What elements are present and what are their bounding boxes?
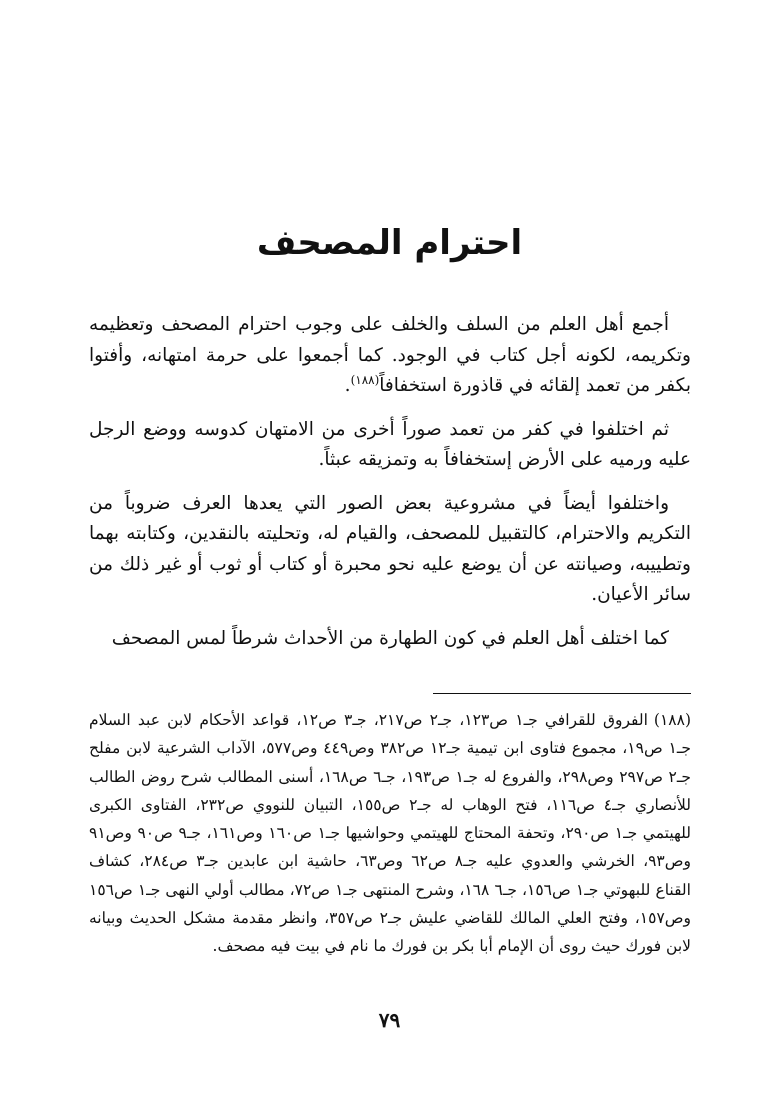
page-title: احترام المصحف [256,223,523,263]
paragraph-text: كما اختلف أهل العلم في كون الطهارة من الأحداث شرطاً لمس المصحف [111,627,669,649]
paragraph [89,489,691,611]
footnote [89,706,691,961]
paragraph-text: أجمع أهل العلم من السلف والخلف على وجوب احترام المصحف وتعظيمه وتكريمه، لكونه أجل كتاب في الوجود. كما أجمعوا على حرمة امتهانه، وأفتوا بكفر من تعمد إلقائه في قاذورة استخفافاً [89,314,691,396]
footnote-number: (١٨٨) [653,711,692,729]
paragraph [89,624,691,655]
paragraph [89,310,691,402]
footnote-separator [433,693,691,694]
footnote-text: الفروق للقرافي جـ١ ص١٢٣، جـ٢ ص٢١٧، جـ٣ ص١٢، قواعد الأحكام لابن عبد السلام جـ١ ص١٩، مجموع فتاوى ابن تيمية جـ١٢ ص٣٨٢ وص٤٤٩ وص٥٧٧، الآداب الشرعية لابن مفلح جـ٢ ص٢٩٧ وص٢٩٨، والفروع له جـ١ ص١٩٣، جـ٦ ص١٦٨، أسنى المطالب شرح روض الطالب للأنصاري جـ٤ ص١١٦، فتح الوهاب له جـ٢ ص١٥٥، التبيان للنووي ص٢٣٢، الفتاوى الكبرى للهيتمي جـ١ ص٢٩٠، وتحفة المحتاج للهيتمي وحواشيها جـ١ ص١٦٠ وص١٦١، جـ٩ ص٩٠ وص٩١ وص٩٣، الخرشي والعدوي عليه جـ٨ ص٦٢ وص٦٣، حاشية ابن عابدين جـ٣ ص٢٨٤، كشاف القناع للبهوتي جـ١ ص١٥٦، جـ٦ ١٦٨، وشرح المنتهى جـ١ ص٧٢، مطالب أولي النهى جـ١ ص١٥٦ وص١٥٧، وفتح العلي المالك للقاضي عليش جـ٢ ص٣٥٧، وانظر مقدمة مشكل الحديث وبيانه لابن فورك حيث روى أن الإمام أبا بكر بن فورك ما نام في بيت فيه مصحف. [89,711,692,956]
paragraph-text: واختلفوا أيضاً في مشروعية بعض الصور التي يعدها العرف ضروباً من التكريم والاحترام، كالتقبيل للمصحف، والقيام له، وتحليته بالنقدين، وكتابته بهما وتطييبه، وصيانته عن أن يوضع عليه نحو محبرة أو كتاب أو ثوب أو غير ذلك من سائر الأعيان. [89,492,691,605]
paragraph-text: ثم اختلفوا في كفر من تعمد صوراً أخرى من الامتهان كدوسه ووضع الرجل عليه ورميه على الأرض إستخفافاً به وتمزيقه عبثاً. [89,418,691,470]
paragraph-end-punctuation: . [344,375,351,396]
paragraph [89,415,691,476]
page-number: ٧٩ [378,1008,401,1032]
footnote-body [89,706,691,961]
main-text [89,310,691,654]
footnote-reference[interactable]: (١٨٨) [350,372,380,387]
